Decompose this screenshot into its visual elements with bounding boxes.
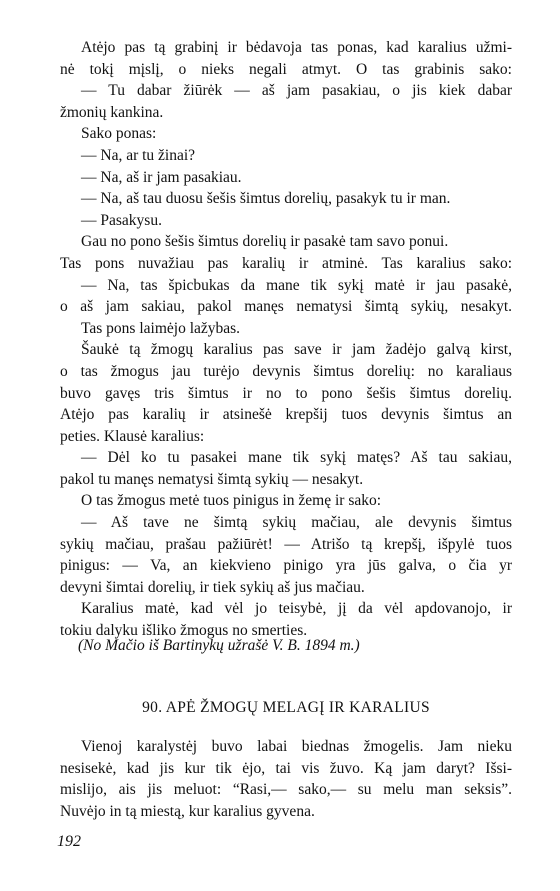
text-line: sykių mačiau, prašau pažiūrėt! — Atrišo tą krepšį, išpylė tuos [60, 535, 512, 553]
text-line: pinigus: — Va, an kiekvieno pinigo yra jūs galva, o čia yr [60, 557, 512, 575]
text-line: tokiu dalyku išliko žmogus no smerties. [60, 622, 308, 640]
text-line: — Aš tave ne šimtą sykių mačiau, ale devynis šimtus [81, 514, 512, 532]
story-90-opening-text [60, 736, 512, 822]
text-line: — Dėl ko tu pasakei mane tik sykį matęs? Aš tau sakiau, [81, 449, 512, 467]
text-line: Nuvėjo in tą miestą, kur karalius gyvena. [60, 802, 315, 820]
text-line: mislijo, ais jis meluot: “Rasi,— sako,— su melu man seksis”. [60, 781, 512, 799]
text-line: o aš jam sakiau, pakol manęs nematysi šimtą sykių, nesakyt. [60, 298, 512, 316]
text-line: peties. Klausė karalius: [60, 427, 205, 445]
text-line: Sako ponas: [81, 125, 157, 143]
text-line: Gau no pono šešis šimtus dorelių ir pasakė tam savo ponui. [81, 233, 449, 251]
text-line: — Na, ar tu žinai? [81, 146, 196, 164]
text-line: nė tokį mįslį, o nieks negali atmyt. O tas grabinis sako: [60, 60, 512, 78]
text-line: žmonių kankina. [60, 103, 164, 121]
text-line: Tas pons laimėjo lažybas. [81, 319, 241, 337]
text-line: — Tu dabar žiūrėk — aš jam pasakiau, o jis kiek dabar [81, 82, 512, 100]
section-heading: 90. APĖ ŽMOGŲ MELAGĮ IR KARALIUS [142, 699, 430, 716]
page-number: 192 [57, 833, 81, 850]
text-line: nesisekė, kad jis kur tik ėjo, tai vis žuvo. Ką jam daryt? Išsi- [60, 759, 512, 777]
text-line: Karalius matė, kad vėl jo teisybė, jį da vėl apdovanojo, ir [81, 600, 512, 618]
text-line: — Pasakysu. [81, 211, 162, 229]
text-line: o tas žmogus jau turėjo devynis šimtus dorelių: no karaliaus [60, 362, 512, 380]
text-line: Atėjo pas karalių ir atsinešė krepšij tuos devynis šimtus an [60, 406, 512, 424]
text-line: — Na, aš tau duosu šešis šimtus dorelių, pasakyk tu ir man. [81, 190, 451, 208]
text-line: O tas žmogus metė tuos pinigus in žemę ir sako: [81, 492, 382, 510]
text-line: Atėjo pas tą grabinį ir bėdavoja tas ponas, kad karalius užmi- [81, 39, 512, 56]
text-line: pakol tu manęs nematysi šimtą sykių — nesakyt. [60, 470, 364, 488]
text-line: — Na, tas špicbukas da mane tik sykį matė ir jau pasakė, [81, 276, 512, 294]
text-line: Šaukė tą žmogų karalius pas save ir jam žadėjo galvą kirst, [81, 341, 512, 359]
text-line: Vienoj karalystėj buvo labai biednas žmogelis. Jam nieku [81, 738, 512, 755]
text-line: — Na, aš ir jam pasakiau. [81, 168, 242, 186]
text-line: Tas pons nuvažiau pas karalių ir atminė. Tas karalius sako: [60, 254, 512, 272]
source-attribution: (No Mačio iš Bartinykų užrašė V. B. 1894 m.) [78, 637, 360, 654]
story-89-ending-text [60, 37, 512, 642]
text-line: devyni šimtai dorelių, ir tiek sykių aš jus mačiau. [60, 578, 365, 596]
text-line: buvo gavęs tris šimtus ir no to pono šešis šimtus dorelių. [60, 384, 512, 402]
